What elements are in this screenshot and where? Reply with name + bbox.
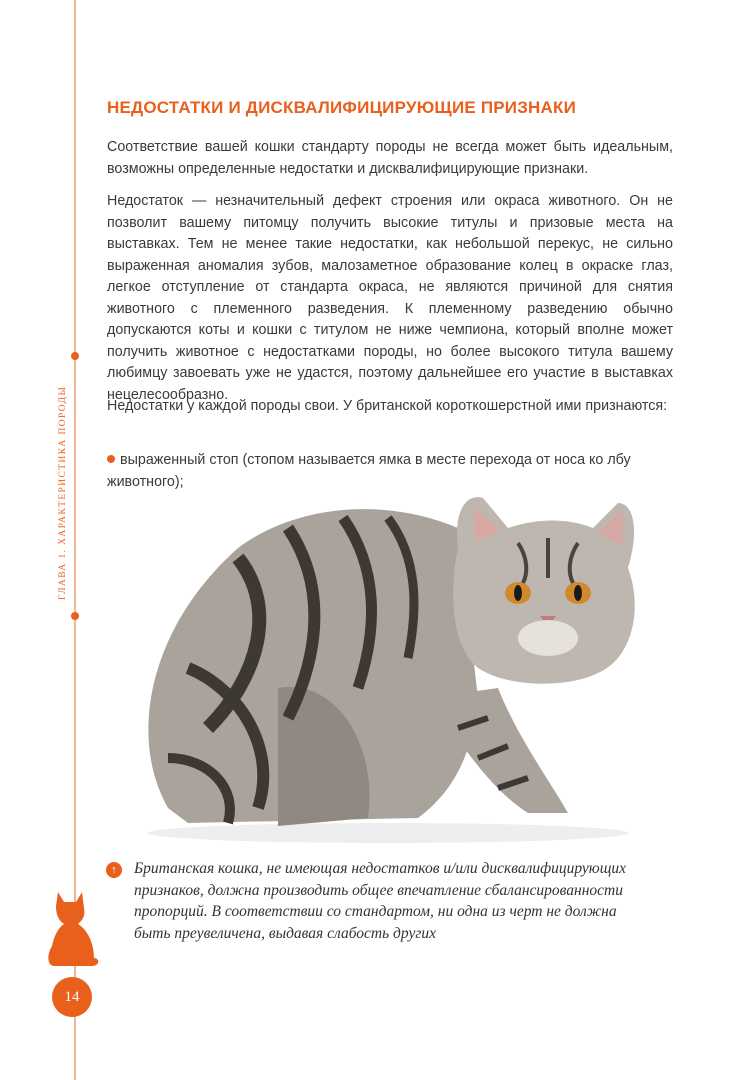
bullet-text: выраженный стоп (стопом называется ямка в месте перехода от носа ко лбу животного); [107,452,631,490]
cat-shadow [148,823,628,843]
photo-caption: Британская кошка, не имеющая недостатков и/или дисквалифицирующих признаков, должна производить общее впечатление сбалансированности пропорций. В соответствии со стандартом, ни одна из черт не должна быть преувеличена, выдавая слабость других [134,860,627,942]
bullet-dot-icon [107,455,115,463]
cat-silhouette-icon [44,888,100,968]
paragraph-breed: Недостатки у каждой породы свои. У британской короткошерстной ими признаются: [107,398,668,414]
paragraph-defect: Недостаток — незначительный дефект строения или окраса животного. Он не позволит вашему питомцу получить высокие титулы и призовые места на выставках. Тем не менее такие недостатки, как небольшой перекус, не сильно выраженная аномалия зубов, малозаметное образование колец в окраске глаз, легкое отступление от стандарта окраса, не являются причиной для снятия животного с племенного разведения. К племенному разведению обычно допускаются коты и кошки с титулом не ниже чемпиона, который вполне может получить животное с недостатками породы, но более высокого титула вашему любимцу завоевать уже не удастся, поэтому дальнейшее его участие в выставках нецелесообразно. [107,193,673,403]
bullet-item [107,450,673,493]
chapter-label: ГЛАВА 1. ХАРАКТЕРИСТИКА ПОРОДЫ [58,385,68,600]
cat-pupil-right [574,585,582,601]
chapter-marker-dot-bottom [71,612,79,620]
chapter-marker-dot-top [71,352,79,360]
cat-photo [128,488,648,848]
arrow-up-icon: ↑ [106,862,122,878]
section-heading: НЕДОСТАТКИ И ДИСКВАЛИФИЦИРУЮЩИЕ ПРИЗНАКИ [107,98,577,117]
page-number: 14 [52,977,92,1017]
cat-pupil-left [514,585,522,601]
paragraph-intro: Соответствие вашей кошки стандарту породы не всегда может быть идеальным, возможны определенные недостатки и дисквалифицирующие признаки. [107,139,673,177]
cat-muzzle [518,620,578,656]
